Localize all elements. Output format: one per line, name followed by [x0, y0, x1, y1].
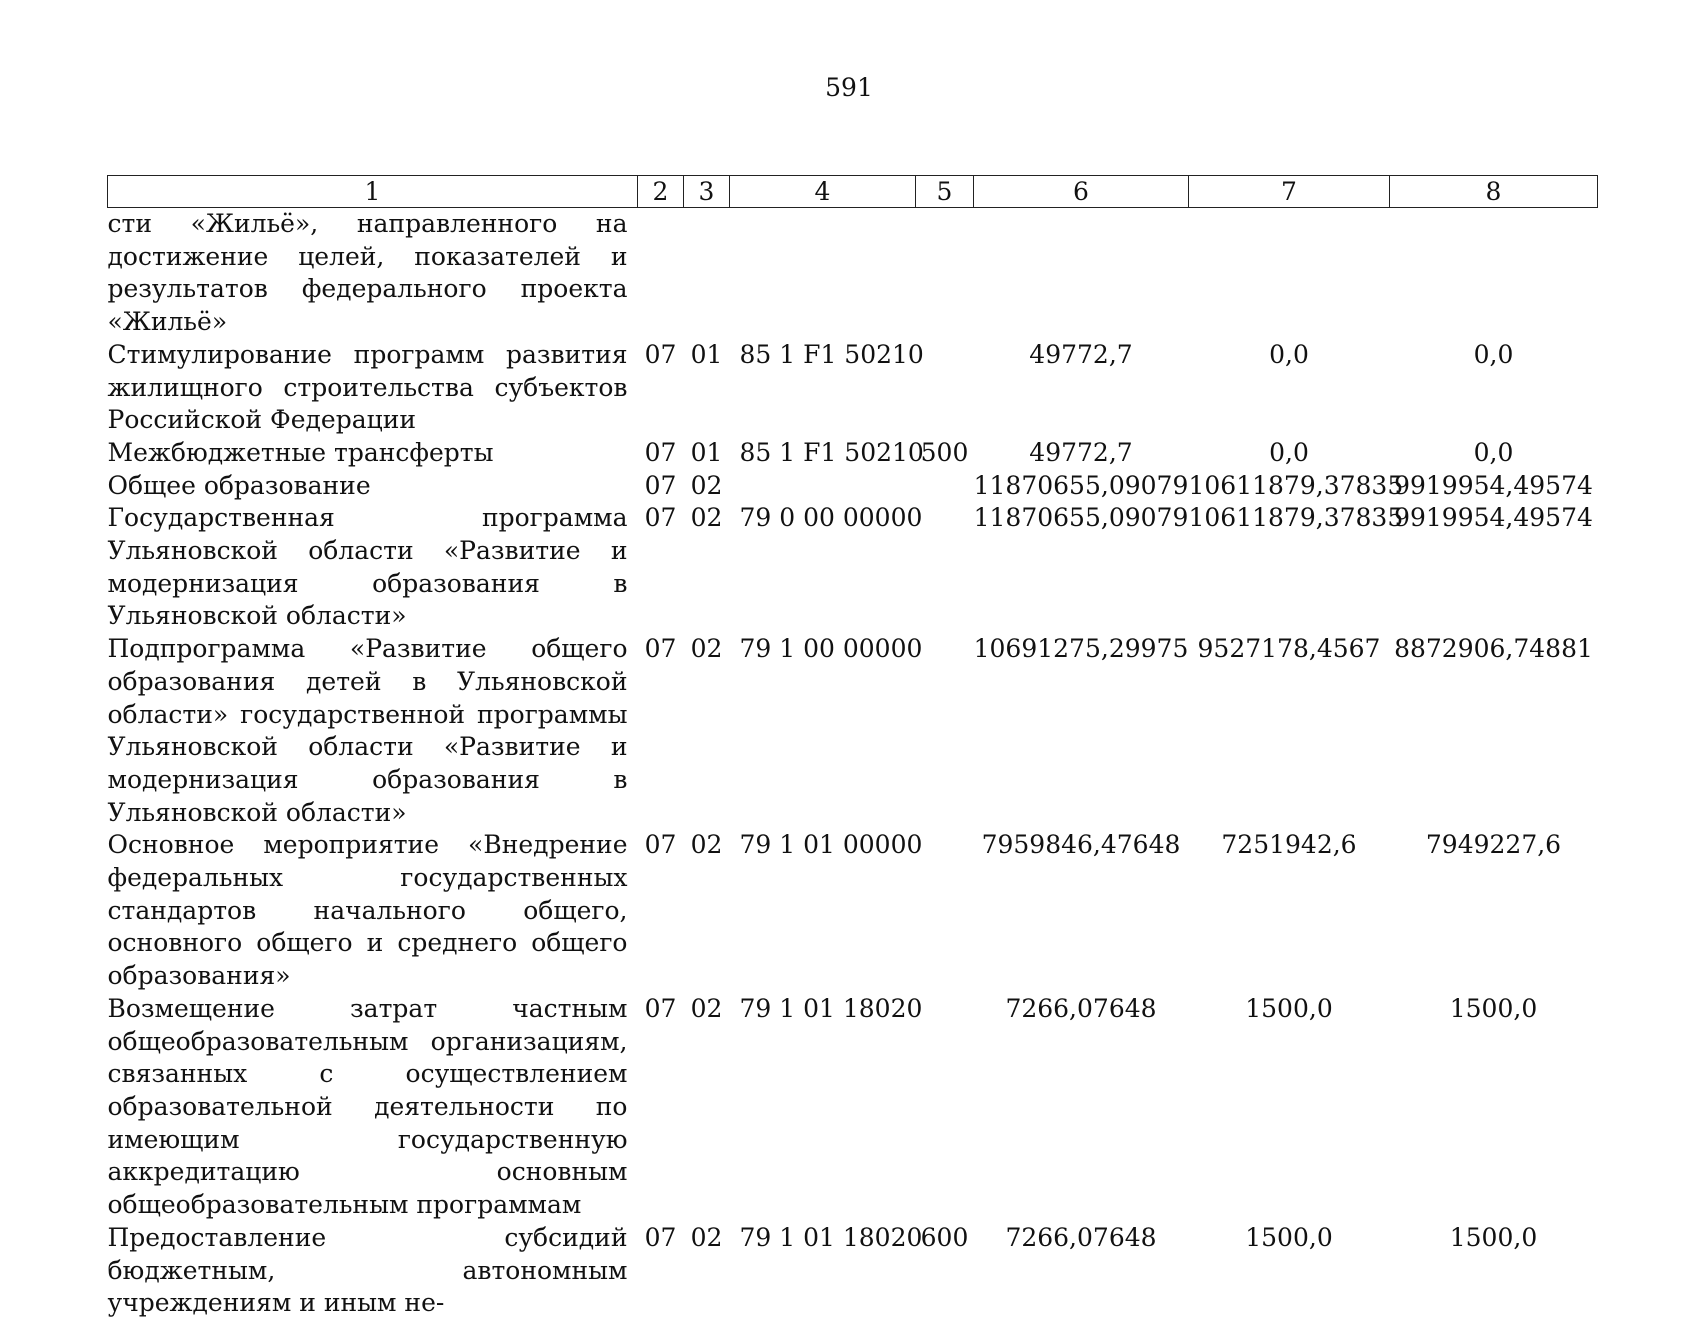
row-amount-col8: 0,0 — [1473, 437, 1514, 467]
row-subsection: 02 — [690, 993, 723, 1023]
row-expense-type — [916, 993, 974, 1222]
row-target-article: 79 1 01 18020 — [739, 993, 923, 1023]
row-name: Предоставление субсидий бюджетным, автономным учреждениям и иным не- — [107, 1222, 628, 1318]
table-row — [108, 829, 1598, 993]
row-amount-col7 — [1189, 208, 1390, 339]
row-subsection — [684, 208, 730, 339]
row-section: 07 — [644, 830, 677, 860]
row-name: Межбюджетные трансферты — [107, 437, 494, 467]
row-section: 07 — [644, 503, 677, 533]
table-header — [108, 176, 1598, 208]
row-amount-col7: 1500,0 — [1245, 1222, 1333, 1252]
header-col-6: 6 — [974, 176, 1189, 208]
table-row — [108, 470, 1598, 503]
header-col-1: 1 — [108, 176, 638, 208]
row-target-article: 85 1 F1 50210 — [739, 339, 924, 369]
row-amount-col8: 7949227,6 — [1425, 830, 1562, 860]
row-target-article — [730, 470, 916, 503]
row-amount-col8 — [1390, 208, 1598, 339]
row-name: Основное мероприятие «Внедрение федеральных государственных стандартов начального общего, основного общего и среднего общего образования» — [107, 830, 628, 991]
row-section: 07 — [644, 634, 677, 664]
row-expense-type — [916, 339, 974, 437]
row-subsection: 02 — [690, 503, 723, 533]
row-amount-col6: 7266,07648 — [1005, 1222, 1157, 1252]
row-amount-col7: 7251942,6 — [1221, 830, 1357, 860]
row-amount-col8: 0,0 — [1473, 339, 1514, 369]
header-col-4: 4 — [730, 176, 916, 208]
row-amount-col7: 0,0 — [1269, 437, 1309, 467]
table-body — [108, 208, 1598, 1320]
row-expense-type: 600 — [920, 1222, 969, 1252]
row-amount-col6: 49772,7 — [1029, 339, 1133, 369]
row-name: Возмещение затрат частным общеобразовательным организациям, связанных с осуществлением образовательной деятельности по имеющим государственную аккредитацию основным общеобразовательным программам — [107, 993, 628, 1220]
header-col-5: 5 — [916, 176, 974, 208]
row-amount-col8: 9919954,49574 — [1394, 503, 1593, 533]
table-row — [108, 633, 1598, 829]
row-subsection: 01 — [690, 339, 723, 369]
row-amount-col6: 49772,7 — [1029, 437, 1133, 467]
row-amount-col7: 9527178,4567 — [1197, 634, 1381, 664]
row-subsection: 02 — [690, 1222, 723, 1252]
row-expense-type — [916, 208, 974, 339]
row-target-article: 79 1 01 18020 — [739, 1222, 923, 1252]
row-expense-type — [916, 829, 974, 993]
row-amount-col6: 11870655,09079 — [973, 470, 1189, 500]
row-amount-col7: 10611879,37835 — [1188, 503, 1404, 533]
row-expense-type — [916, 633, 974, 829]
row-target-article — [730, 208, 916, 339]
row-name: Государственная программа Ульяновской области «Развитие и модернизация образования в Ульяновской области» — [107, 503, 628, 631]
row-name: Общее образование — [107, 470, 371, 500]
header-row — [108, 176, 1598, 208]
row-subsection: 02 — [690, 470, 723, 500]
row-amount-col8: 9919954,49574 — [1394, 470, 1593, 500]
row-amount-col6: 10691275,29975 — [973, 634, 1189, 664]
row-expense-type: 500 — [920, 437, 969, 467]
row-amount-col8: 1500,0 — [1449, 1222, 1538, 1252]
budget-table — [107, 175, 1598, 1320]
header-col-7: 7 — [1189, 176, 1390, 208]
table-row — [108, 993, 1598, 1222]
row-amount-col8: 8872906,74881 — [1394, 634, 1593, 664]
row-target-article: 79 0 00 00000 — [739, 503, 923, 533]
header-col-2: 2 — [638, 176, 684, 208]
row-amount-col6: 7959846,47648 — [981, 830, 1181, 860]
row-name: Стимулирование программ развития жилищного строительства субъектов Российской Федерации — [107, 339, 628, 435]
table-row — [108, 208, 1598, 339]
page-number: 591 — [825, 73, 873, 102]
table-row — [108, 1222, 1598, 1320]
row-amount-col7: 1500,0 — [1245, 993, 1333, 1023]
row-subsection: 01 — [690, 437, 723, 467]
row-target-article: 79 1 01 00000 — [739, 830, 923, 860]
row-section — [638, 208, 684, 339]
row-expense-type — [916, 502, 974, 633]
row-section: 07 — [644, 1222, 677, 1252]
row-target-article: 79 1 00 00000 — [739, 634, 923, 664]
row-name: сти «Жильё», направленного на достижение целей, показателей и результатов федерального проекта «Жильё» — [107, 209, 628, 337]
row-amount-col8: 1500,0 — [1449, 993, 1538, 1023]
row-target-article: 85 1 F1 50210 — [739, 437, 924, 467]
header-col-8: 8 — [1390, 176, 1598, 208]
row-amount-col6: 11870655,09079 — [973, 503, 1189, 533]
row-section: 07 — [644, 339, 677, 369]
row-amount-col6: 7266,07648 — [1005, 993, 1157, 1023]
row-section: 07 — [644, 437, 677, 467]
table-row — [108, 339, 1598, 437]
table-row — [108, 437, 1598, 470]
row-amount-col6 — [974, 208, 1189, 339]
row-subsection: 02 — [690, 830, 723, 860]
table-row — [108, 502, 1598, 633]
row-section: 07 — [644, 470, 677, 500]
row-amount-col7: 10611879,37835 — [1188, 470, 1404, 500]
header-col-3: 3 — [684, 176, 730, 208]
row-subsection: 02 — [690, 634, 723, 664]
row-name: Подпрограмма «Развитие общего образования детей в Ульяновской области» государственной программы Ульяновской области «Развитие и модернизация образования в Ульяновской области» — [107, 634, 628, 827]
row-section: 07 — [644, 993, 677, 1023]
row-expense-type — [916, 470, 974, 503]
row-amount-col7: 0,0 — [1269, 339, 1309, 369]
